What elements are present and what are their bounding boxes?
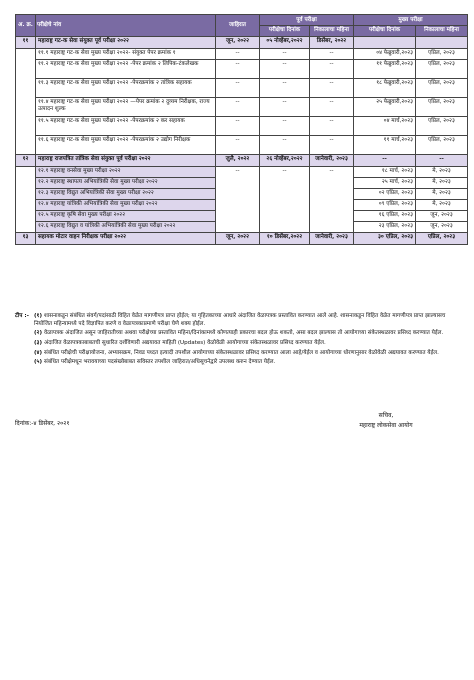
row-prelim-result: -- <box>310 166 354 232</box>
row-advert: जून, २०२२ <box>216 232 260 244</box>
row-main-result: एप्रिल, २०२३ <box>416 78 468 97</box>
note-item <box>34 330 463 338</box>
row-exam-name: ११.५ महाराष्ट्र गट-क सेवा मुख्य परीक्षा २०२२ -पेपरक्रमांक २ कर सहायक <box>36 116 216 135</box>
table-row <box>16 78 468 97</box>
row-prelim-result: डिसेंबर, २०२२ <box>310 36 354 48</box>
row-main-result: मे, २०२३ <box>416 188 468 199</box>
row-main-result <box>416 36 468 48</box>
row-prelim-date: -- <box>260 166 310 232</box>
row-main-date: १८ मार्च, २०२३ <box>354 166 416 177</box>
row-exam-name: सहायक मोटार वाहन निरीक्षक परीक्षा २०२२ <box>36 232 216 244</box>
row-exam-name: ११.२ महाराष्ट्र गट-क सेवा मुख्य परीक्षा २०२२ -पेपर क्रमांक २ लिपिक-टंकलेखक <box>36 59 216 78</box>
notes-list <box>15 313 463 367</box>
note-number: (२) <box>34 330 43 337</box>
row-main-date: ०९ एप्रिल, २०२३ <box>354 199 416 210</box>
row-advert: -- <box>216 48 260 59</box>
note-text: वेळापत्रक अंदाजित असून जाहिरातीच्या अथवा परीक्षेच्या प्रस्तावित महिना/दिनांकामध्ये कोणत्याही प्रकारचा बदल होऊ शकतो, असा बदल झाल्यास तो आयोगाच्या संकेतस्थळावर प्रसिध्द करण्यात येईल. <box>44 330 444 337</box>
row-prelim-date: -- <box>260 78 310 97</box>
note-item <box>34 340 463 348</box>
header-main-date: परीक्षेचा दिनांक <box>354 25 416 36</box>
notes-label: टीप :- <box>15 313 29 319</box>
row-main-result: एप्रिल, २०२३ <box>416 48 468 59</box>
row-advert: जून, २०२२ <box>216 36 260 48</box>
row-prelim-date: २६ नोव्हेंबर,२०२२ <box>260 154 310 166</box>
row-prelim-result: जानेवारी, २०२३ <box>310 232 354 244</box>
row-main-date: ११ फेब्रुवारी,२०२३ <box>354 59 416 78</box>
row-advert: -- <box>216 78 260 97</box>
row-prelim-date: ०५ नोव्हेंबर,२०२२ <box>260 36 310 48</box>
row-prelim-date: -- <box>260 48 310 59</box>
row-advert: -- <box>216 97 260 116</box>
signatory-org: महाराष्ट्र लोकसेवा आयोग <box>359 422 413 430</box>
row-serial: १२ <box>16 154 36 166</box>
row-main-result: मे, २०२३ <box>416 199 468 210</box>
row-main-date: २५ मार्च, २०२३ <box>354 177 416 188</box>
header-main-result: निकालाचा महिना <box>416 25 468 36</box>
row-main-date: ३० एप्रिल, २०२३ <box>354 232 416 244</box>
row-main-result: एप्रिल, २०२३ <box>416 232 468 244</box>
row-main-result: -- <box>416 154 468 166</box>
header-main-group: मुख्य परीक्षा <box>354 15 468 26</box>
row-serial: १३ <box>16 232 36 244</box>
note-item <box>34 359 463 367</box>
row-exam-name: ११.३ महाराष्ट्र गट-क सेवा मुख्य परीक्षा २०२२ -पेपरक्रमांक २ तांत्रिक सहायक <box>36 78 216 97</box>
document-date: दिनांक:-४ डिसेंबर, २०२१ <box>15 420 70 427</box>
table-row <box>16 135 468 154</box>
signatory-title: सचिव, <box>378 412 394 419</box>
note-text: अंदाजित वेळापत्रकाबाबतची सुधारित दर्शविणारी अद्ययावत माहिती (Updates) वेळोवेळी आयोगाच्या संकेतस्थळावर प्रसिध्द करण्यात येईल. <box>44 340 326 347</box>
table-row <box>16 59 468 78</box>
row-prelim-date: -- <box>260 116 310 135</box>
row-main-result: एप्रिल, २०२३ <box>416 59 468 78</box>
row-main-date: ०४ फेब्रुवारी,२०२३ <box>354 48 416 59</box>
header-advert: जाहिरात <box>216 15 260 37</box>
row-main-date: ११ मार्च,२०२३ <box>354 135 416 154</box>
row-prelim-result: जानेवारी, २०२३ <box>310 154 354 166</box>
note-number: (३) <box>34 340 43 347</box>
row-advert: जुलै, २०२२ <box>216 154 260 166</box>
row-prelim-date: -- <box>260 97 310 116</box>
row-advert: -- <box>216 59 260 78</box>
signature-block <box>326 411 446 431</box>
row-main-result: मे, २०२३ <box>416 177 468 188</box>
row-main-result: एप्रिल, २०२३ <box>416 135 468 154</box>
header-prelim-group: पूर्व परीक्षा <box>260 15 354 26</box>
table-row <box>16 36 468 48</box>
row-exam-name: १२.६ महाराष्ट्र विद्युत व यांत्रिकी अभियांत्रिकी सेवा मुख्य परीक्षा २०२२ <box>36 221 216 232</box>
note-number: (५) <box>34 359 43 366</box>
header-exam-name: परीक्षेचे नांव <box>36 15 216 37</box>
row-prelim-result: -- <box>310 97 354 116</box>
row-serial: ११ <box>16 36 36 48</box>
row-exam-name: १२.५ महाराष्ट्र कृषि सेवा मुख्य परीक्षा २०२२ <box>36 210 216 221</box>
row-exam-name: ११.१ महाराष्ट्र गट-क सेवा मुख्य परीक्षा २०२२- संयुक्त पेपर क्रमांक १ <box>36 48 216 59</box>
row-exam-name: १२.२ महाराष्ट्र स्थापत्य अभियांत्रिकी सेवा मुख्य परीक्षा २०२२ <box>36 177 216 188</box>
row-prelim-result: -- <box>310 48 354 59</box>
row-prelim-date: -- <box>260 59 310 78</box>
row-exam-name: महाराष्ट्र राजपत्रित तांत्रिक सेवा संयुक्त पूर्व परीक्षा २०२२ <box>36 154 216 166</box>
row-main-date: २५ फेब्रुवारी,२०२३ <box>354 97 416 116</box>
row-main-date: १८ फेब्रुवारी,२०२३ <box>354 78 416 97</box>
row-main-result: मे, २०२३ <box>416 166 468 177</box>
row-prelim-date: १० डिसेंबर,२०२२ <box>260 232 310 244</box>
table-row <box>16 97 468 116</box>
row-advert: -- <box>216 116 260 135</box>
row-serial-span <box>16 166 36 232</box>
row-exam-name: १२.१ महाराष्ट्र वनसेवा मुख्य परीक्षा २०२२ <box>36 166 216 177</box>
row-prelim-result: -- <box>310 78 354 97</box>
row-main-date: ०२ एप्रिल, २०२३ <box>354 188 416 199</box>
table-row <box>16 48 468 59</box>
row-main-result: जून, २०२३ <box>416 221 468 232</box>
row-main-result: एप्रिल, २०२३ <box>416 116 468 135</box>
table-row <box>16 232 468 244</box>
row-prelim-result: -- <box>310 59 354 78</box>
note-text: संबंधित परीक्षेमधून भरावयाच्या पदसंख्येबाबत सविस्तर तपशील जाहिरात/अधिसूचनेद्वारे उपलब्ध करुन देण्यात येईल. <box>44 359 276 366</box>
row-main-date <box>354 36 416 48</box>
row-exam-name: ११.६ महाराष्ट्र गट-क सेवा मुख्य परीक्षा २०२२ -पेपरक्रमांक २ उद्योग निरीक्षक <box>36 135 216 154</box>
header-serial: अ. क्र. <box>16 15 36 37</box>
note-number: (१) <box>34 313 43 319</box>
notes-section <box>15 313 463 369</box>
row-exam-name: ११.४ महाराष्ट्र गट-क सेवा मुख्य परीक्षा २०२२ —पेपर क्रमांक २ दुय्यम निरीक्षक, राज्य उत्पादन शुल्क <box>36 97 216 116</box>
note-item <box>34 313 463 328</box>
row-prelim-result: -- <box>310 135 354 154</box>
note-text: संबंधित परीक्षेची परीक्षायोजना, अभ्यासक्रम, निवड पध्दत इत्यादी तपशील आयोगाच्या संकेतस्थळावर प्रसिध्द करण्यात आला आहे/येईल व आयोगाच्या धोरणानुसार वेळोवेळी अद्ययावत करण्यात येईल. <box>44 349 439 356</box>
row-main-result: एप्रिल, २०२३ <box>416 97 468 116</box>
header-prelim-date: परीक्षेचा दिनांक <box>260 25 310 36</box>
row-main-date: ०४ मार्च,२०२३ <box>354 116 416 135</box>
table-row <box>16 154 468 166</box>
row-main-date: -- <box>354 154 416 166</box>
row-serial-span <box>16 48 36 154</box>
row-main-result: जून, २०२३ <box>416 210 468 221</box>
exam-schedule-table <box>15 14 468 245</box>
note-item <box>34 350 463 358</box>
note-number: (४) <box>34 349 43 356</box>
row-exam-name: १२.४ महाराष्ट्र यांत्रिकी अभियांत्रिकी सेवा मुख्य परीक्षा २०२२ <box>36 199 216 210</box>
row-prelim-result: -- <box>310 116 354 135</box>
table-row <box>16 116 468 135</box>
header-prelim-result: निकालाचा महिना <box>310 25 354 36</box>
row-prelim-date: -- <box>260 135 310 154</box>
row-exam-name: महाराष्ट्र गट-क सेवा संयुक्त पूर्व परीक्षा २०२२ <box>36 36 216 48</box>
row-advert: -- <box>216 166 260 232</box>
note-text: शासनाकडून संबंधित संवर्ग/पदांसाठी विहित वेळेत मागणीपत्र प्राप्त होईल; या गृहितकाच्या आधारे अंदाजित वेळापत्रक प्रस्तावित करण्यात आले आहे. शासनाकडून विहित वेळेत मागणीपत्र प्राप्त झाल्यासच नियोजित महिन्यामध्ये पदे विज्ञापित करणे व वेळापत्रकाप्रमाणे परीक्षा घेणे शक्य होईल. <box>34 313 446 327</box>
row-main-date: १६ एप्रिल, २०२३ <box>354 210 416 221</box>
row-main-date: २३ एप्रिल, २०२३ <box>354 221 416 232</box>
row-advert: -- <box>216 135 260 154</box>
row-exam-name: १२.३ महाराष्ट्र विद्युत अभियांत्रिकी सेवा मुख्य परीक्षा २०२२ <box>36 188 216 199</box>
table-row <box>16 166 468 177</box>
